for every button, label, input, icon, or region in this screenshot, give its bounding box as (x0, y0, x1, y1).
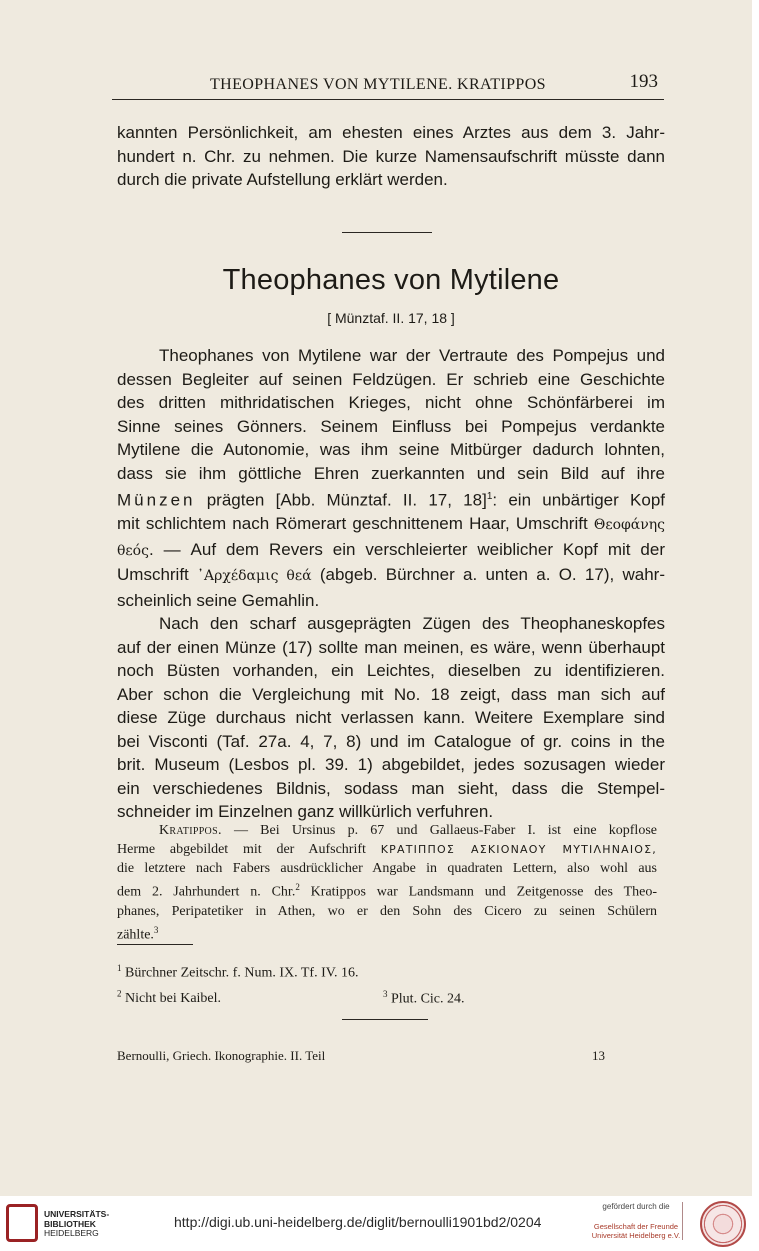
plate-reference: [ Münztaf. II. 17, 18 ] (327, 310, 455, 326)
text-line (117, 512, 665, 538)
page-number: 193 (629, 71, 658, 92)
text-line: noch Büsten vorhanden, ein Leichtes, dieselben zu identifizieren. (117, 661, 665, 681)
text-line: dass sie ihm göttliche Ehren zuerkannten und sein Bild auf ihre (117, 463, 665, 483)
section-divider (342, 232, 432, 233)
text-line (117, 538, 665, 564)
intro-paragraph (117, 121, 665, 192)
sponsor-name-line: Gesellschaft der Freunde (593, 1222, 679, 1231)
main-text (117, 344, 665, 824)
sponsor-block (590, 1202, 683, 1240)
sponsor-name-line: Universität Heidelberg e.V. (591, 1231, 681, 1240)
text-line: durch die private Aufstellung erklärt werden. (117, 170, 448, 189)
footnote-1 (117, 958, 665, 984)
text-run: Kratippos war Landsmann und Zeitgenosse des Theo- (299, 884, 657, 900)
text-line (117, 840, 657, 859)
text-run: zählte. (117, 927, 154, 943)
text-line: Nach den scharf ausgeprägten Zügen des Theophaneskopfes (159, 614, 665, 634)
library-name-line: UNIVERSITÄTS- (44, 1209, 110, 1219)
running-title: THEOPHANES VON MYTILENE. KRATIPPOS (210, 76, 546, 93)
footnotes (117, 958, 665, 1009)
footnote-3 (383, 984, 465, 1010)
text-line (117, 485, 665, 512)
text-line: schneider im Einzelnen ganz willkürlich verfuhren. (117, 802, 494, 822)
footnote-mark: 3 (383, 988, 388, 999)
text-line (117, 821, 657, 840)
footnote-mark: 1 (117, 963, 122, 973)
text-line: dessen Begleiter auf seinen Feldzügen. Er schrieb eine Geschichte (117, 369, 665, 389)
text-line: brit. Museum (Lesbos pl. 39. 1) abgebildet, jedes sozusagen wieder (117, 755, 665, 775)
text-run: dem 2. Jahrhundert n. Chr. (117, 884, 296, 900)
text-line: kannten Persönlichkeit, am ehesten eines Arztes aus dem 3. Jahr- (117, 123, 665, 142)
signature-number: 13 (592, 1048, 605, 1063)
text-line: Mytilene die Autonomie, was ihm seine Mitbürger dadurch lohnten, (117, 440, 665, 459)
footnote-divider (117, 944, 193, 945)
text-line: hundert n. Chr. zu nehmen. Die kurze Namensaufschrift müsste dann (117, 146, 665, 166)
text-line: phanes, Peripatetiker in Athen, wo er den Sohn des Cicero zu seinen Schülern (117, 903, 657, 919)
text-run: — Bei Ursinus p. 67 und Gallaeus-Faber I. ist eine kopflose (221, 823, 657, 838)
text-line: Aber schon die Vergleichung mit No. 18 zeigt, dass man sich auf (117, 684, 665, 704)
library-name-line: BIBLIOTHEK (44, 1218, 96, 1229)
text-line: auf der einen Münze (17) sollte man meinen, es wäre, wenn überhaupt (117, 637, 665, 657)
text-run: prägten [Abb. Münztaf. II. 17, 18] (195, 490, 487, 510)
greek-word: θεός (117, 542, 149, 559)
library-name-line: HEIDELBERG (44, 1228, 99, 1238)
text-run: . — Auf dem Revers ein verschleierter weiblicher Kopf mit der (148, 539, 665, 559)
running-header (112, 71, 664, 100)
text-line (117, 878, 657, 902)
library-name (44, 1210, 109, 1239)
sponsor-name[interactable] (590, 1222, 682, 1240)
signature-line: Bernoulli, Griech. Ikonographie. II. Teil (117, 1048, 326, 1063)
kratippos-paragraph (117, 821, 657, 944)
greek-word: ᾽Αρχέδαμις θεά (197, 568, 312, 585)
text-run: (abgeb. Bürchner a. unten a. O. 17), wahr- (311, 565, 665, 585)
text-line: des dritten mithridatischen Krieges, nicht ohne Schönfärberei im (117, 393, 665, 412)
text-run: Umschrift (117, 565, 198, 585)
footnote-ref: 3 (153, 924, 159, 935)
greek-word: Θεοφάνης (593, 517, 665, 534)
text-line: Theophanes von Mytilene war der Vertraute des Pompejus und (159, 346, 665, 365)
footnote-mark: 2 (117, 988, 122, 999)
text-line: die letztere nach Fabers ausdrücklicher Angabe in quadraten Lettern, also wohl aus (117, 861, 657, 876)
end-divider (342, 1019, 428, 1020)
text-line (117, 563, 665, 589)
university-seal-icon (700, 1201, 746, 1247)
footnote-text: Plut. Cic. 24. (387, 991, 465, 1007)
footnote-ref: 2 (295, 882, 300, 892)
inscription: ΚΡΑΤΙΠΠΟΣ ΑΣΚΙΟΝΑΟΥ ΜΥΤΙΛΗΝΑΙΟΣ, (380, 843, 657, 856)
person-name: Kratippos. (159, 823, 222, 838)
sponsor-label: gefördert durch die (602, 1202, 670, 1211)
text-run: : ein unbärtiger Kopf (492, 490, 665, 510)
text-run: Herme abgebildet mit der Aufschrift (117, 842, 381, 857)
library-logo-icon[interactable] (6, 1204, 38, 1242)
text-line (117, 921, 657, 945)
text-line: bei Visconti (Taf. 27a. 4, 7, 8) und im Catalogue of gr. coins in the (117, 731, 665, 751)
text-line: diese Züge durchaus nicht verlassen kann. Weitere Exemplare sind (117, 708, 665, 728)
text-line: ein verschiedenes Bildnis, sodass man sieht, dass die Stempel- (117, 778, 665, 798)
footnote-text: Bürchner Zeitschr. f. Num. IX. Tf. IV. 16. (121, 965, 359, 981)
footnote-row (117, 984, 665, 1010)
text-run: mit schlichtem nach Römerart geschnittenem Haar, Umschrift (117, 514, 594, 534)
digitization-banner (0, 1196, 759, 1251)
footnote-ref: 1 (486, 491, 493, 502)
text-line: scheinlich seine Gemahlin. (117, 590, 320, 610)
permalink[interactable]: http://digi.ub.uni-heidelberg.de/diglit/bernoulli1901bd2/0204 (174, 1214, 542, 1230)
section-title: Theophanes von Mytilene (222, 264, 560, 296)
footnote-text: Nicht bei Kaibel. (121, 991, 222, 1007)
footnote-2 (117, 988, 222, 1007)
spaced-word: Münzen (117, 490, 196, 510)
text-line: Sinne seines Gönners. Seinem Einfluss bei Pompejus verdankte (117, 416, 665, 436)
